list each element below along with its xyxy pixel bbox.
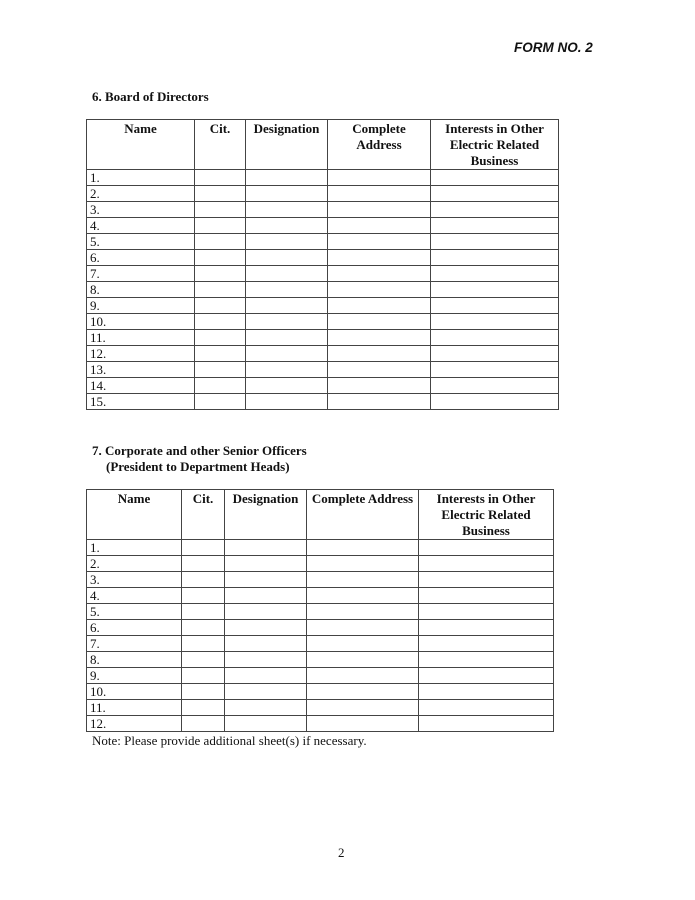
table-row [87, 540, 554, 556]
name-cell: 4. [87, 218, 195, 234]
designation-cell[interactable] [246, 186, 328, 202]
citizenship-cell[interactable] [182, 668, 225, 684]
column-header-designation: Designation [246, 120, 328, 170]
table-row [87, 684, 554, 700]
citizenship-cell[interactable] [195, 298, 246, 314]
interests-cell[interactable] [431, 250, 559, 266]
interests-cell[interactable] [419, 684, 554, 700]
additional-sheets-note: Note: Please provide additional sheet(s) if necessary. [92, 733, 367, 748]
citizenship-cell[interactable] [182, 700, 225, 716]
address-cell[interactable] [328, 250, 431, 266]
column-header-citizenship: Cit. [182, 490, 225, 540]
designation-cell[interactable] [225, 572, 307, 588]
designation-cell[interactable] [225, 716, 307, 732]
interests-cell[interactable] [431, 186, 559, 202]
table-header-row [87, 490, 554, 540]
name-cell: 1. [87, 170, 195, 186]
designation-cell[interactable] [246, 250, 328, 266]
interests-cell[interactable] [419, 652, 554, 668]
table-row [87, 314, 559, 330]
designation-cell[interactable] [246, 170, 328, 186]
citizenship-cell[interactable] [182, 572, 225, 588]
citizenship-cell[interactable] [195, 378, 246, 394]
column-header-interests: Interests in Other Electric Related Business [419, 490, 554, 540]
citizenship-cell[interactable] [195, 250, 246, 266]
designation-cell[interactable] [246, 282, 328, 298]
address-cell[interactable] [328, 362, 431, 378]
designation-cell[interactable] [246, 218, 328, 234]
interests-cell[interactable] [419, 700, 554, 716]
citizenship-cell[interactable] [195, 234, 246, 250]
name-cell: 12. [87, 716, 182, 732]
interests-cell[interactable] [431, 394, 559, 410]
interests-cell[interactable] [419, 572, 554, 588]
interests-cell[interactable] [431, 218, 559, 234]
designation-cell[interactable] [246, 202, 328, 218]
designation-cell[interactable] [225, 556, 307, 572]
table-row [87, 604, 554, 620]
citizenship-cell[interactable] [182, 588, 225, 604]
address-cell[interactable] [307, 636, 419, 652]
column-header-address: Complete Address [307, 490, 419, 540]
table-row [87, 394, 559, 410]
name-cell: 5. [87, 234, 195, 250]
name-cell: 5. [87, 604, 182, 620]
interests-cell[interactable] [431, 266, 559, 282]
table-row [87, 362, 559, 378]
citizenship-cell[interactable] [195, 314, 246, 330]
column-header-name: Name [87, 490, 182, 540]
section-7-heading: 7. Corporate and other Senior Officers [92, 443, 307, 458]
designation-cell[interactable] [246, 362, 328, 378]
designation-cell[interactable] [225, 668, 307, 684]
citizenship-cell[interactable] [195, 282, 246, 298]
citizenship-cell[interactable] [182, 620, 225, 636]
address-cell[interactable] [328, 298, 431, 314]
name-cell: 1. [87, 540, 182, 556]
interests-cell[interactable] [431, 170, 559, 186]
name-cell: 7. [87, 266, 195, 282]
citizenship-cell[interactable] [195, 186, 246, 202]
name-cell: 7. [87, 636, 182, 652]
table-row [87, 250, 559, 266]
citizenship-cell[interactable] [195, 266, 246, 282]
address-cell[interactable] [307, 668, 419, 684]
table-row [87, 202, 559, 218]
designation-cell[interactable] [225, 604, 307, 620]
name-cell: 2. [87, 556, 182, 572]
page-number: 2 [338, 845, 345, 860]
designation-cell[interactable] [225, 620, 307, 636]
designation-cell[interactable] [246, 234, 328, 250]
table-row [87, 588, 554, 604]
designation-cell[interactable] [246, 266, 328, 282]
name-cell: 11. [87, 700, 182, 716]
table-row [87, 266, 559, 282]
address-cell[interactable] [328, 314, 431, 330]
name-cell: 10. [87, 314, 195, 330]
table-row [87, 234, 559, 250]
citizenship-cell[interactable] [195, 170, 246, 186]
designation-cell[interactable] [225, 588, 307, 604]
table-row [87, 330, 559, 346]
column-header-designation: Designation [225, 490, 307, 540]
interests-cell[interactable] [419, 668, 554, 684]
table-row [87, 620, 554, 636]
interests-cell[interactable] [431, 202, 559, 218]
designation-cell[interactable] [225, 652, 307, 668]
address-cell[interactable] [328, 266, 431, 282]
column-header-name: Name [87, 120, 195, 170]
senior-officers-table [86, 489, 554, 732]
address-cell[interactable] [307, 604, 419, 620]
designation-cell[interactable] [225, 684, 307, 700]
address-cell[interactable] [328, 170, 431, 186]
table-row [87, 346, 559, 362]
interests-cell[interactable] [431, 234, 559, 250]
designation-cell[interactable] [246, 330, 328, 346]
table-row [87, 298, 559, 314]
address-cell[interactable] [307, 620, 419, 636]
interests-cell[interactable] [419, 636, 554, 652]
designation-cell[interactable] [225, 540, 307, 556]
table-row [87, 700, 554, 716]
citizenship-cell[interactable] [195, 218, 246, 234]
citizenship-cell[interactable] [195, 346, 246, 362]
address-cell[interactable] [307, 556, 419, 572]
citizenship-cell[interactable] [182, 604, 225, 620]
table-row [87, 218, 559, 234]
address-cell[interactable] [328, 330, 431, 346]
table-row [87, 636, 554, 652]
address-cell[interactable] [328, 378, 431, 394]
section-7-title [92, 443, 307, 475]
designation-cell[interactable] [246, 346, 328, 362]
interests-cell[interactable] [419, 588, 554, 604]
interests-cell[interactable] [419, 540, 554, 556]
address-cell[interactable] [307, 700, 419, 716]
citizenship-cell[interactable] [195, 362, 246, 378]
interests-cell[interactable] [419, 716, 554, 732]
table-header-row [87, 120, 559, 170]
address-cell[interactable] [328, 202, 431, 218]
name-cell: 6. [87, 620, 182, 636]
designation-cell[interactable] [225, 700, 307, 716]
interests-cell[interactable] [431, 298, 559, 314]
table-row [87, 186, 559, 202]
address-cell[interactable] [328, 346, 431, 362]
name-cell: 6. [87, 250, 195, 266]
citizenship-cell[interactable] [195, 394, 246, 410]
column-header-interests: Interests in Other Electric Related Business [431, 120, 559, 170]
designation-cell[interactable] [246, 314, 328, 330]
designation-cell[interactable] [225, 636, 307, 652]
name-cell: 11. [87, 330, 195, 346]
form-number: FORM NO. 2 [514, 40, 593, 55]
designation-cell[interactable] [246, 394, 328, 410]
designation-cell[interactable] [246, 298, 328, 314]
column-header-address: Complete Address [328, 120, 431, 170]
name-cell: 13. [87, 362, 195, 378]
interests-cell[interactable] [431, 378, 559, 394]
address-cell[interactable] [328, 394, 431, 410]
name-cell: 4. [87, 588, 182, 604]
citizenship-cell[interactable] [182, 556, 225, 572]
table-row [87, 282, 559, 298]
interests-cell[interactable] [419, 604, 554, 620]
table-row [87, 572, 554, 588]
name-cell: 2. [87, 186, 195, 202]
address-cell[interactable] [307, 572, 419, 588]
address-cell[interactable] [328, 282, 431, 298]
name-cell: 15. [87, 394, 195, 410]
table-row [87, 556, 554, 572]
address-cell[interactable] [328, 218, 431, 234]
citizenship-cell[interactable] [182, 636, 225, 652]
address-cell[interactable] [307, 716, 419, 732]
name-cell: 9. [87, 668, 182, 684]
address-cell[interactable] [307, 684, 419, 700]
address-cell[interactable] [307, 588, 419, 604]
citizenship-cell[interactable] [182, 652, 225, 668]
table-row [87, 378, 559, 394]
interests-cell[interactable] [431, 314, 559, 330]
citizenship-cell[interactable] [182, 540, 225, 556]
column-header-citizenship: Cit. [195, 120, 246, 170]
interests-cell[interactable] [431, 346, 559, 362]
name-cell: 3. [87, 202, 195, 218]
name-cell: 14. [87, 378, 195, 394]
table-row [87, 170, 559, 186]
interests-cell[interactable] [431, 330, 559, 346]
name-cell: 9. [87, 298, 195, 314]
citizenship-cell[interactable] [182, 684, 225, 700]
name-cell: 10. [87, 684, 182, 700]
interests-cell[interactable] [419, 556, 554, 572]
citizenship-cell[interactable] [182, 716, 225, 732]
citizenship-cell[interactable] [195, 202, 246, 218]
designation-cell[interactable] [246, 378, 328, 394]
address-cell[interactable] [328, 186, 431, 202]
name-cell: 8. [87, 282, 195, 298]
section-7-subtitle: (President to Department Heads) [106, 459, 290, 474]
table-row [87, 668, 554, 684]
section-6-title: 6. Board of Directors [92, 89, 209, 104]
address-cell[interactable] [307, 652, 419, 668]
board-of-directors-table [86, 119, 559, 410]
name-cell: 12. [87, 346, 195, 362]
table-row [87, 716, 554, 732]
address-cell[interactable] [307, 540, 419, 556]
address-cell[interactable] [328, 234, 431, 250]
name-cell: 8. [87, 652, 182, 668]
interests-cell[interactable] [431, 282, 559, 298]
interests-cell[interactable] [431, 362, 559, 378]
name-cell: 3. [87, 572, 182, 588]
citizenship-cell[interactable] [195, 330, 246, 346]
table-row [87, 652, 554, 668]
interests-cell[interactable] [419, 620, 554, 636]
